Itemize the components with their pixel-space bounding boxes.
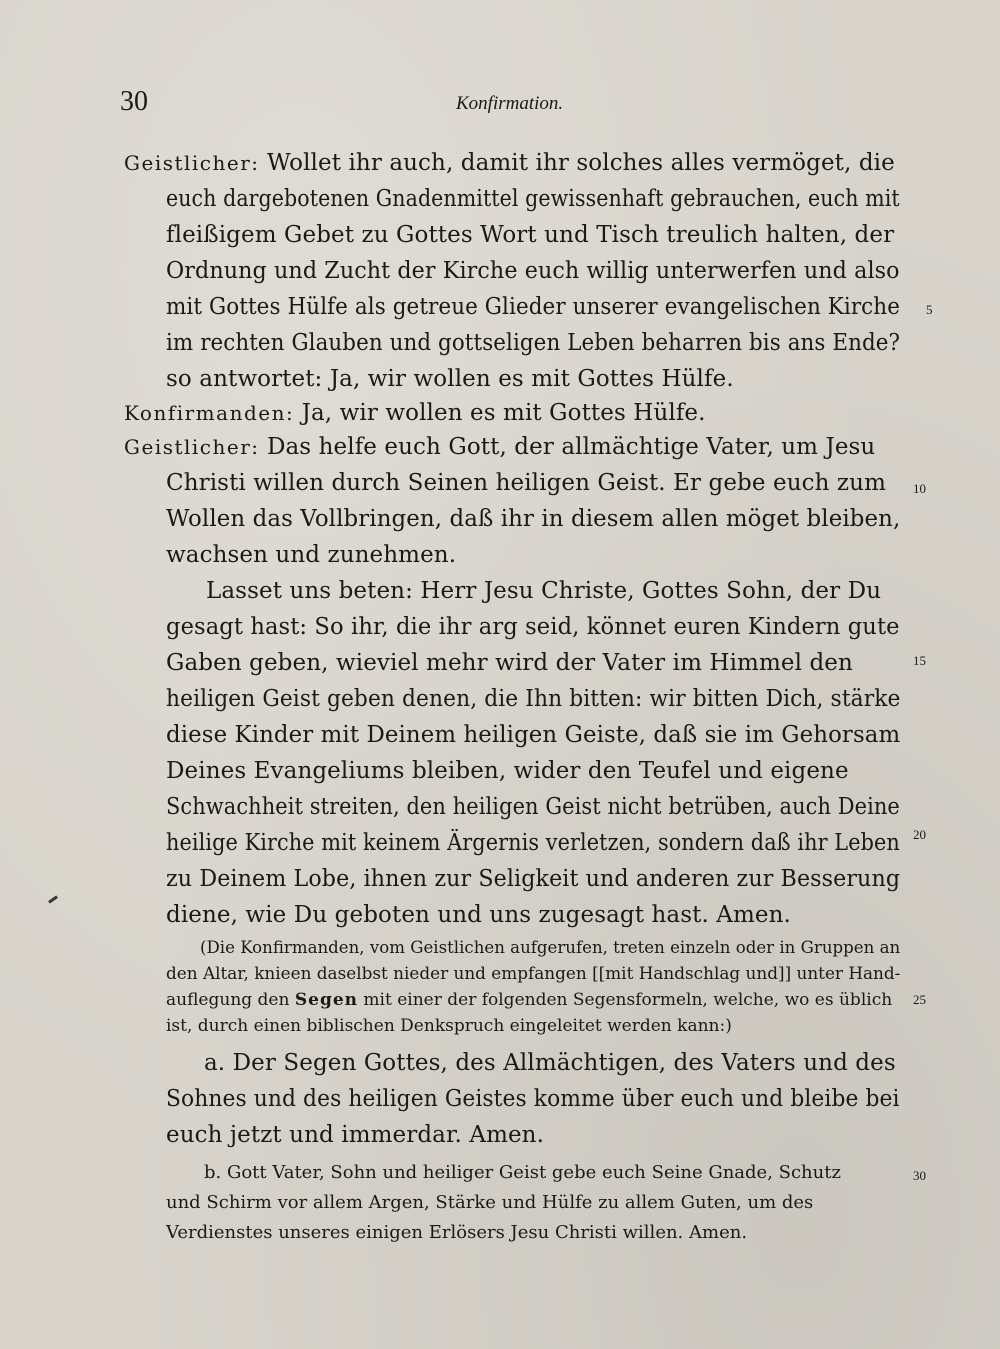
text-line: zu Deinem Lobe, ihnen zur Seligkeit und anderen zur Besserung bbox=[166, 866, 901, 892]
page-number: 30 bbox=[120, 86, 148, 117]
text-line: diene, wie Du geboten und uns zugesagt hast. Amen. bbox=[166, 902, 791, 928]
emphasized-word: Segen bbox=[294, 990, 359, 1010]
text-line: gesagt hast: So ihr, die ihr arg seid, könnet euren Kindern gute bbox=[166, 614, 900, 640]
text-line: b. Gott Vater, Sohn und heiliger Geist gebe euch Seine Gnade, Schutz bbox=[204, 1162, 841, 1183]
text-line: Ordnung und Zucht der Kirche euch willig unterwerfen und also bbox=[166, 258, 900, 284]
text-line bbox=[124, 400, 706, 426]
text-span: mit einer der folgenden Segensformeln, welche, wo es üblich bbox=[358, 990, 893, 1010]
text-span: Ja, wir wollen es mit Gottes Hülfe. bbox=[294, 400, 706, 426]
line-number: 5 bbox=[926, 302, 933, 317]
text-line: heiligen Geist geben denen, die Ihn bitten: wir bitten Dich, stärke bbox=[166, 686, 901, 712]
text-line: diese Kinder mit Deinem heiligen Geiste, daß sie im Gehorsam bbox=[166, 722, 901, 748]
pencil-mark bbox=[48, 895, 58, 903]
text-line: Wollen das Vollbringen, daß ihr in diesem allen möget bleiben, bbox=[166, 506, 901, 532]
line-number: 20 bbox=[913, 827, 926, 842]
text-line: und Schirm vor allem Argen, Stärke und Hülfe zu allem Guten, um des bbox=[166, 1192, 814, 1213]
text-line: im rechten Glauben und gottseligen Leben beharren bis ans Ende? bbox=[166, 330, 901, 356]
text-span: Das helfe euch Gott, der allmächtige Vater, um Jesu bbox=[259, 434, 876, 460]
text-line: Verdienstes unseres einigen Erlösers Jesu Christi willen. Amen. bbox=[166, 1222, 748, 1243]
speaker-label: Konfirmanden: bbox=[124, 401, 295, 425]
speaker-label: Geistlicher: bbox=[124, 151, 260, 175]
text-line: a. Der Segen Gottes, des Allmächtigen, des Vaters und des bbox=[204, 1050, 896, 1076]
text-line bbox=[124, 150, 895, 176]
text-line: mit Gottes Hülfe als getreue Glieder unserer evangelischen Kirche bbox=[166, 294, 900, 320]
rubric-line: (Die Konfirmanden, vom Geistlichen aufgerufen, treten einzeln oder in Gruppen an bbox=[200, 938, 901, 958]
text-line: euch jetzt und immerdar. Amen. bbox=[166, 1122, 545, 1148]
text-line: so antwortet: Ja, wir wollen es mit Gottes Hülfe. bbox=[166, 366, 734, 392]
text-span: Wollet ihr auch, damit ihr solches alles vermöget, die bbox=[259, 150, 895, 176]
text-line: fleißigem Gebet zu Gottes Wort und Tisch treulich halten, der bbox=[166, 222, 895, 248]
text-line: euch dargebotenen Gnadenmittel gewissenhaft gebrauchen, euch mit bbox=[166, 186, 900, 212]
text-line: Lasset uns beten: Herr Jesu Christe, Gottes Sohn, der Du bbox=[206, 578, 882, 604]
text-line: Gaben geben, wieviel mehr wird der Vater im Himmel den bbox=[166, 650, 853, 676]
rubric-line: ist, durch einen biblischen Denkspruch eingeleitet werden kann:) bbox=[166, 1016, 732, 1036]
text-span: auflegung den bbox=[166, 990, 295, 1010]
line-number: 15 bbox=[913, 653, 926, 668]
text-line: wachsen und zunehmen. bbox=[166, 542, 457, 568]
text-line: Christi willen durch Seinen heiligen Geist. Er gebe euch zum bbox=[166, 470, 886, 496]
line-number: 30 bbox=[913, 1168, 926, 1183]
rubric-line: den Altar, knieen daselbst nieder und empfangen [[mit Handschlag und]] unter Hand- bbox=[166, 964, 901, 984]
text-line: heilige Kirche mit keinem Ärgernis verletzen, sondern daß ihr Leben bbox=[166, 830, 900, 856]
speaker-label: Geistlicher: bbox=[124, 435, 260, 459]
running-title: Konfirmation. bbox=[456, 93, 564, 114]
line-number: 25 bbox=[913, 992, 926, 1007]
text-line: Deines Evangeliums bleiben, wider den Teufel und eigene bbox=[166, 758, 849, 784]
text-line: Schwachheit streiten, den heiligen Geist nicht betrüben, auch Deine bbox=[166, 794, 900, 820]
rubric-line bbox=[166, 990, 892, 1010]
text-line: Sohnes und des heiligen Geistes komme über euch und bleibe bei bbox=[166, 1086, 900, 1112]
text-line bbox=[124, 434, 875, 460]
line-number: 10 bbox=[913, 481, 926, 496]
